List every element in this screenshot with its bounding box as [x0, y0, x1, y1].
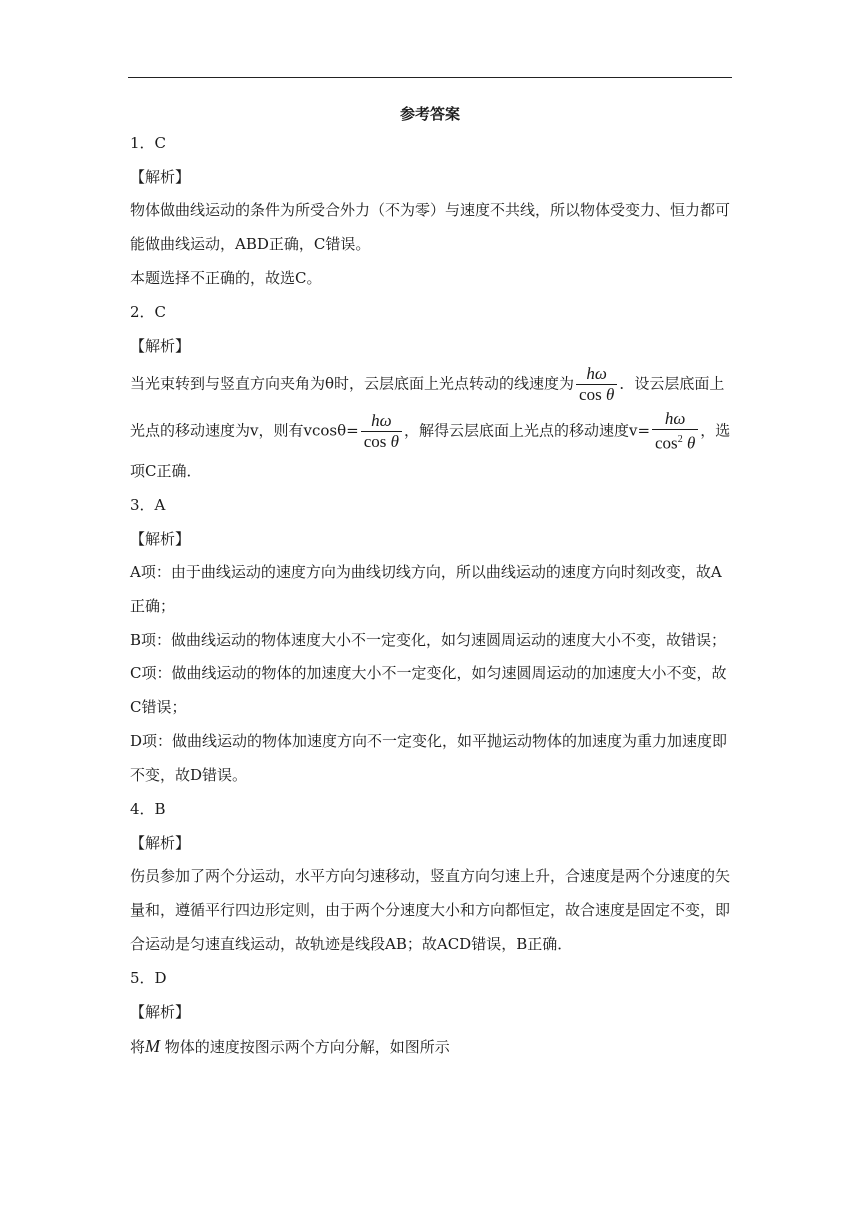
q3-text-line-2: 正确； — [130, 597, 176, 615]
q5-answer: 5．D — [130, 969, 167, 987]
q3-text-line-6: D项：做曲线运动的物体加速度方向不一定变化，如平抛运动物体的加速度为重力加速度即 — [130, 732, 728, 750]
q2-answer: 2．C — [130, 303, 167, 321]
fraction-numerator: hω — [586, 364, 607, 383]
variable-M: M — [145, 1036, 161, 1056]
q4-analysis-tag: 【解析】 — [130, 834, 191, 852]
q3-analysis-tag: 【解析】 — [130, 530, 191, 548]
fraction-h-omega-over-cos-squared-theta — [652, 409, 698, 454]
q2-line1-part-a: 当光束转到与竖直方向夹角为θ时，云层底面上光点转动的线速度为 — [130, 374, 575, 393]
fraction-denominator: cos θ — [576, 384, 617, 405]
q4-text-line-1: 伤员参加了两个分运动，水平方向匀速移动，竖直方向匀速上升，合速度是两个分速度的矢 — [130, 867, 731, 885]
q3-text-line-5: C错误； — [130, 698, 187, 716]
header-rule — [128, 77, 732, 78]
q2-text-line-1 — [130, 364, 724, 405]
fraction-h-omega-over-cos-theta — [576, 364, 617, 405]
q1-answer: 1．C — [130, 134, 167, 152]
fraction-denominator: cos θ — [361, 431, 402, 452]
fraction-numerator: hω — [664, 409, 686, 428]
fraction-denominator: $\cos^2 \theta$ — [652, 429, 698, 454]
q5-analysis-tag: 【解析】 — [130, 1003, 191, 1021]
q2-line2-part-a: 光点的移动速度为v，则有vcosθ= — [130, 421, 359, 440]
q3-text-line-4: C项：做曲线运动的物体的加速度大小不一定变化，如匀速圆周运动的加速度大小不变，故 — [130, 664, 727, 682]
q4-text-line-3: 合运动是匀速直线运动，故轨迹是线段AB；故ACD错误，B正确． — [130, 935, 573, 953]
fraction-numerator: hω — [371, 410, 392, 430]
q3-text-line-7: 不变，故D错误。 — [130, 766, 248, 784]
fraction-h-omega-over-cos-theta-2 — [361, 411, 402, 452]
q1-analysis-tag: 【解析】 — [130, 168, 191, 186]
q2-text-line-2 — [130, 409, 730, 454]
q4-text-line-2: 量和，遵循平行四边形定则，由于两个分速度大小和方向都恒定，故合速度是固定不变，即 — [130, 901, 731, 919]
q3-text-line-1: A项：由于曲线运动的速度方向为曲线切线方向，所以曲线运动的速度方向时刻改变，故A — [130, 563, 722, 581]
page-title: 参考答案 — [399, 105, 460, 123]
q4-answer: 4．B — [130, 800, 166, 818]
q2-line2-part-b: ，解得云层底面上光点的移动速度v= — [403, 421, 651, 440]
q5-text-line-1: 将M 物体的速度按图示两个方向分解，如图所示 — [130, 1036, 450, 1056]
q1-text-line-2: 能做曲线运动，ABD正确，C错误。 — [130, 235, 371, 253]
q2-line2-part-c: ，选 — [700, 421, 731, 440]
q3-text-line-3: B项：做曲线运动的物体速度大小不一定变化，如匀速圆周运动的速度大小不变，故错误； — [130, 631, 727, 649]
q2-analysis-tag: 【解析】 — [130, 337, 191, 355]
q3-answer: 3．A — [130, 496, 166, 514]
q2-text-line-3: 项C正确． — [130, 462, 202, 480]
q1-text-line-3: 本题选择不正确的，故选C。 — [130, 269, 322, 287]
q1-text-line-1: 物体做曲线运动的条件为所受合外力（不为零）与速度不共线，所以物体受变力、恒力都可 — [130, 201, 731, 219]
q2-line1-part-b: ．设云层底面上 — [619, 374, 725, 393]
